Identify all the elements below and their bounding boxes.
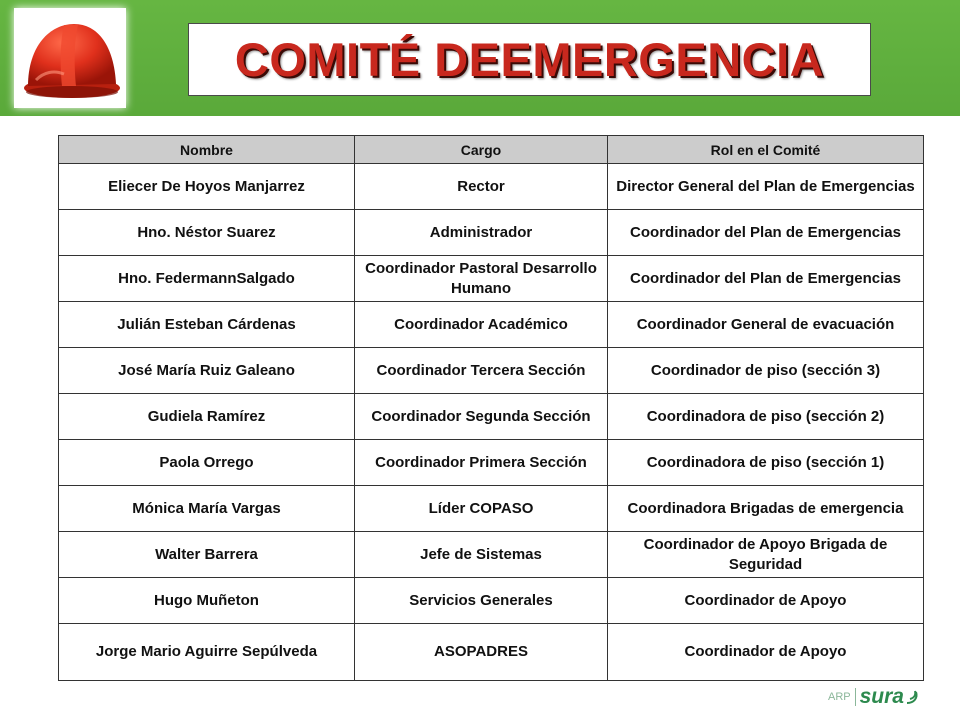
cell-rol: Coordinador de piso (sección 3)	[608, 348, 924, 394]
cell-rol: Coordinador General de evacuación	[608, 302, 924, 348]
cell-rol: Coordinadora de piso (sección 2)	[608, 394, 924, 440]
cell-nombre: Hno. Néstor Suarez	[59, 210, 355, 256]
logo-prefix: ARP	[828, 691, 851, 703]
cell-cargo: Líder COPASO	[355, 486, 608, 532]
table-header-row	[59, 136, 924, 164]
title-box	[188, 23, 871, 96]
table-row	[59, 440, 924, 486]
cell-rol: Coordinador del Plan de Emergencias	[608, 256, 924, 302]
header-rol: Rol en el Comité	[608, 136, 924, 164]
cell-cargo: Coordinador Tercera Sección	[355, 348, 608, 394]
cell-cargo: Administrador	[355, 210, 608, 256]
cell-nombre: Hno. FedermannSalgado	[59, 256, 355, 302]
cell-rol: Coordinador de Apoyo	[608, 578, 924, 624]
cell-rol: Director General del Plan de Emergencias	[608, 164, 924, 210]
page-title: COMITÉ DEEMERGENCIA	[234, 33, 825, 86]
table-row	[59, 302, 924, 348]
cell-cargo: Coordinador Pastoral Desarrollo Humano	[355, 256, 608, 302]
table-row	[59, 578, 924, 624]
cell-nombre: José María Ruiz Galeano	[59, 348, 355, 394]
cell-cargo: Servicios Generales	[355, 578, 608, 624]
cell-cargo: Rector	[355, 164, 608, 210]
table-row	[59, 532, 924, 578]
cell-cargo: Coordinador Segunda Sección	[355, 394, 608, 440]
logo-brand: sura	[859, 685, 904, 708]
cell-nombre: Paola Orrego	[59, 440, 355, 486]
cell-nombre: Gudiela Ramírez	[59, 394, 355, 440]
cell-rol: Coordinador de Apoyo Brigada de Seguridad	[608, 532, 924, 578]
table-row	[59, 256, 924, 302]
committee-table	[58, 135, 924, 681]
arp-sura-logo	[828, 684, 922, 710]
cell-nombre: Hugo Muñeton	[59, 578, 355, 624]
cell-cargo: Coordinador Primera Sección	[355, 440, 608, 486]
cell-nombre: Jorge Mario Aguirre Sepúlveda	[59, 624, 355, 681]
helmet-image	[14, 8, 126, 108]
cell-nombre: Walter Barrera	[59, 532, 355, 578]
swirl-icon	[904, 687, 922, 707]
logo-separator	[855, 688, 856, 706]
cell-nombre: Eliecer De Hoyos Manjarrez	[59, 164, 355, 210]
cell-rol: Coordinadora de piso (sección 1)	[608, 440, 924, 486]
table-row	[59, 210, 924, 256]
table-row	[59, 348, 924, 394]
cell-rol: Coordinador de Apoyo	[608, 624, 924, 681]
cell-nombre: Mónica María Vargas	[59, 486, 355, 532]
cell-rol: Coordinadora Brigadas de emergencia	[608, 486, 924, 532]
cell-cargo: Coordinador Académico	[355, 302, 608, 348]
table-row	[59, 394, 924, 440]
cell-cargo: Jefe de Sistemas	[355, 532, 608, 578]
cell-rol: Coordinador del Plan de Emergencias	[608, 210, 924, 256]
table-row	[59, 486, 924, 532]
header-nombre: Nombre	[59, 136, 355, 164]
cell-nombre: Julián Esteban Cárdenas	[59, 302, 355, 348]
table-row	[59, 164, 924, 210]
header-cargo: Cargo	[355, 136, 608, 164]
cell-cargo: ASOPADRES	[355, 624, 608, 681]
hard-hat-icon	[14, 8, 126, 108]
table-row	[59, 624, 924, 681]
